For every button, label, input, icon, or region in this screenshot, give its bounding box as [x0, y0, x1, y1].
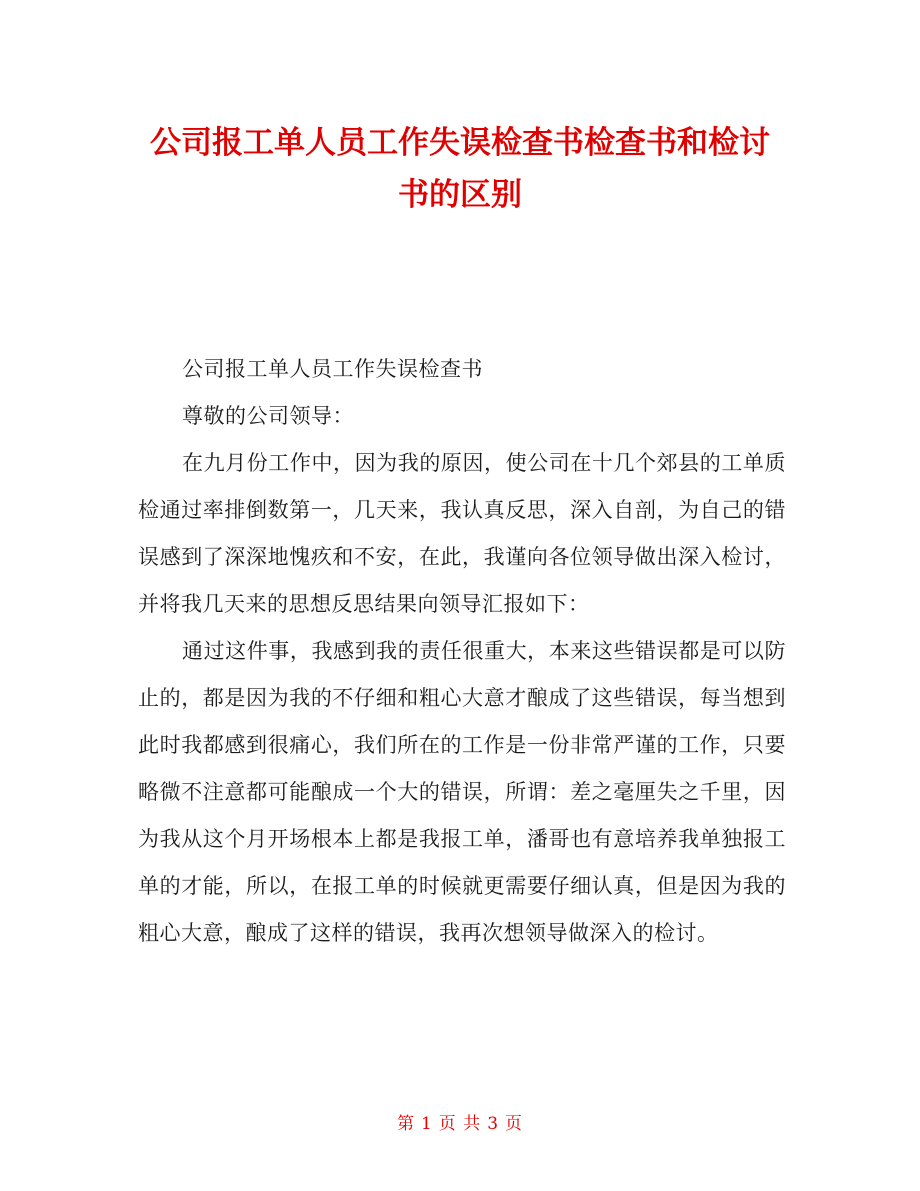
document-body [138, 346, 786, 957]
body-paragraph: 在九月份工作中，因为我的原因，使公司在十几个郊县的工单质检通过率排倒数第一，几天来，我认真反思，深入自剖，为自己的错误感到了深深地愧疚和不安，在此，我谨向各位领导做出深入检讨，并将我几天来的思想反思结果向领导汇报如下： [138, 451, 786, 616]
footer-label-end: 页 [505, 1114, 524, 1134]
page-footer [0, 1112, 920, 1136]
document-title: 公司报工单人员工作失误检查书检查书和检讨书的区别 [150, 125, 770, 213]
section-heading: 公司报工单人员工作失误检查书 [182, 357, 483, 381]
footer-current-page: 1 [420, 1114, 433, 1134]
footer-label-page: 第 [396, 1114, 415, 1134]
footer-total-pages: 3 [487, 1114, 500, 1134]
body-paragraph: 通过这件事，我感到我的责任很重大，本来这些错误都是可以防止的，都是因为我的不仔细和粗心大意才酿成了这些错误，每当想到此时我都感到很痛心，我们所在的工作是一份非常严谨的工作，只要略微不注意都可能酿成一个大的错误，所谓：差之毫厘失之千里，因为我从这个月开场根本上都是我报工单，潘哥也有意培养我单独报工单的才能，所以，在报工单的时候就更需要仔细认真，但是因为我的粗心大意，酿成了这样的错误，我再次想领导做深入的检讨。 [138, 639, 786, 945]
salutation: 尊敬的公司领导： [182, 404, 354, 428]
footer-label-of: 页 共 [438, 1114, 482, 1134]
